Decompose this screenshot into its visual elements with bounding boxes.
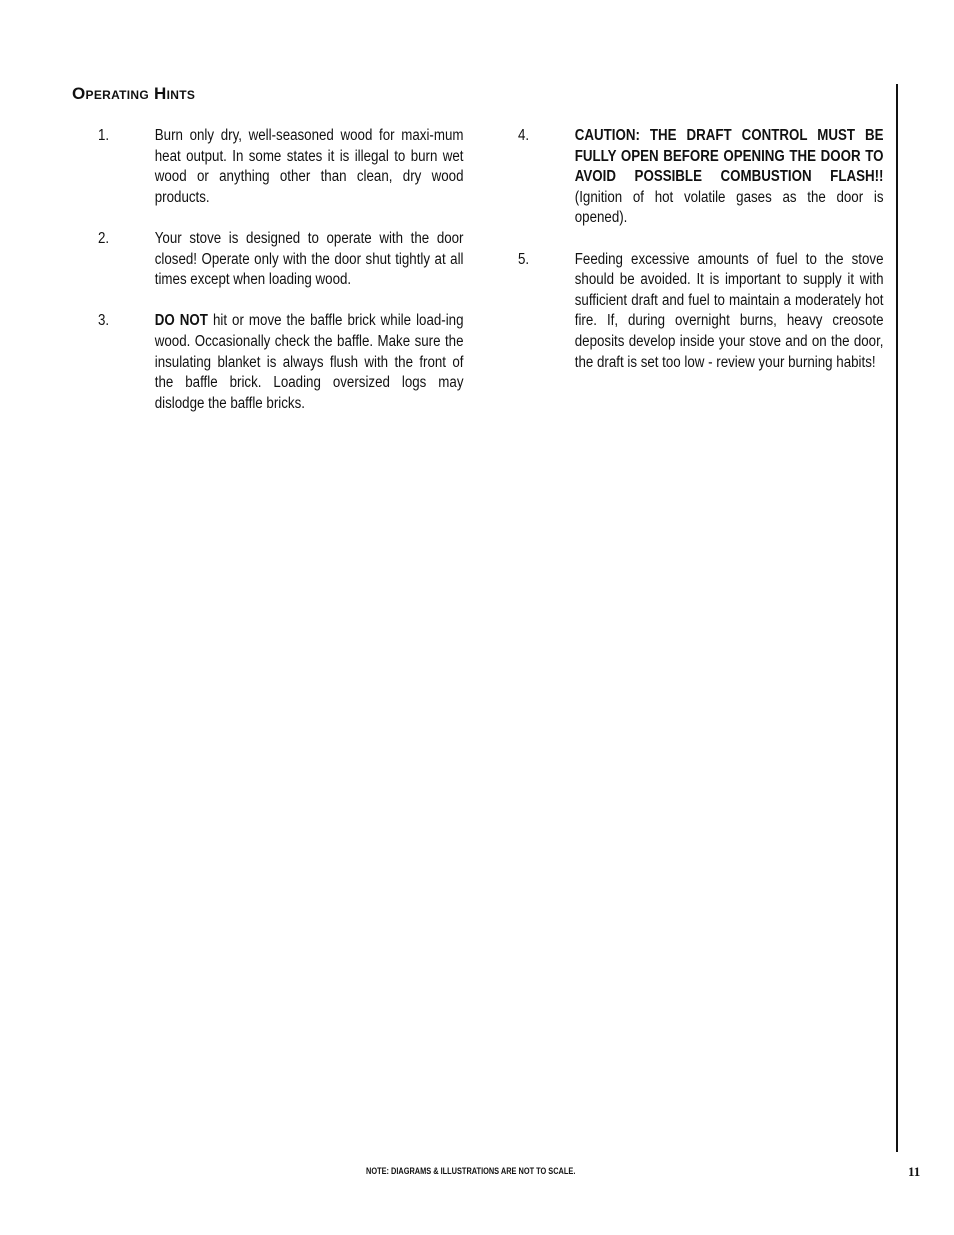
hint-number: 1. (98, 127, 110, 144)
hint-number: 4. (518, 127, 530, 144)
hint-text (155, 126, 464, 208)
hint-number: 5. (518, 250, 530, 268)
hint-bold-lead: CAUTION: THE DRAFT CONTROL MUST BE FULLY OPEN BEFORE OPENING THE DOOR TO AVOID POSSIBLE COMBUSTION FLASH!! (574, 127, 884, 186)
hint-body: hit or move the baffle brick while load-ing wood. Occasionally check the baffle. Make sure the insulating blanket is always flush with the front of the baffle brick. Loading oversized logs may dislodge the baffle bricks. (154, 312, 464, 412)
hint-bold-lead: DO NOT (154, 312, 208, 330)
hint-body: Feeding excessive amounts of fuel to the stove should be avoided. It is important to supply it with sufficient draft and fuel to maintain a moderately hot fire. If, during overnight burns, heavy creosote deposits develop inside your stove and on the door, the draft is set too low - review your burning habits! (574, 250, 884, 371)
hint-item (518, 250, 884, 374)
hint-text (155, 311, 464, 414)
hint-number: 2. (98, 229, 110, 247)
hint-item (98, 311, 464, 414)
hint-text (575, 126, 884, 229)
hint-item (518, 126, 884, 229)
page-number: 11 (908, 1164, 921, 1179)
vertical-rule (896, 84, 898, 1152)
hints-column-right (518, 126, 884, 394)
hint-item (98, 126, 464, 208)
hint-text (155, 229, 464, 291)
hint-text (575, 250, 884, 374)
hint-body: Burn only dry, well-seasoned wood for maxi-mum heat output. In some states it is illegal to burn wet wood or anything other than clean, dry wood products. (154, 127, 464, 206)
hints-column-left (98, 126, 464, 435)
hint-body: (Ignition of hot volatile gases as the door is opened). (574, 188, 884, 227)
hint-body: Your stove is designed to operate with the door closed! Operate only with the door shut tightly at all times except when loading wood. (154, 229, 464, 289)
section-title: Operating Hints (72, 84, 196, 103)
hint-number: 3. (98, 312, 110, 330)
hint-item (98, 229, 464, 291)
footer-note: NOTE: DIAGRAMS & ILLUSTRATIONS ARE NOT TO SCALE. (366, 1166, 576, 1176)
